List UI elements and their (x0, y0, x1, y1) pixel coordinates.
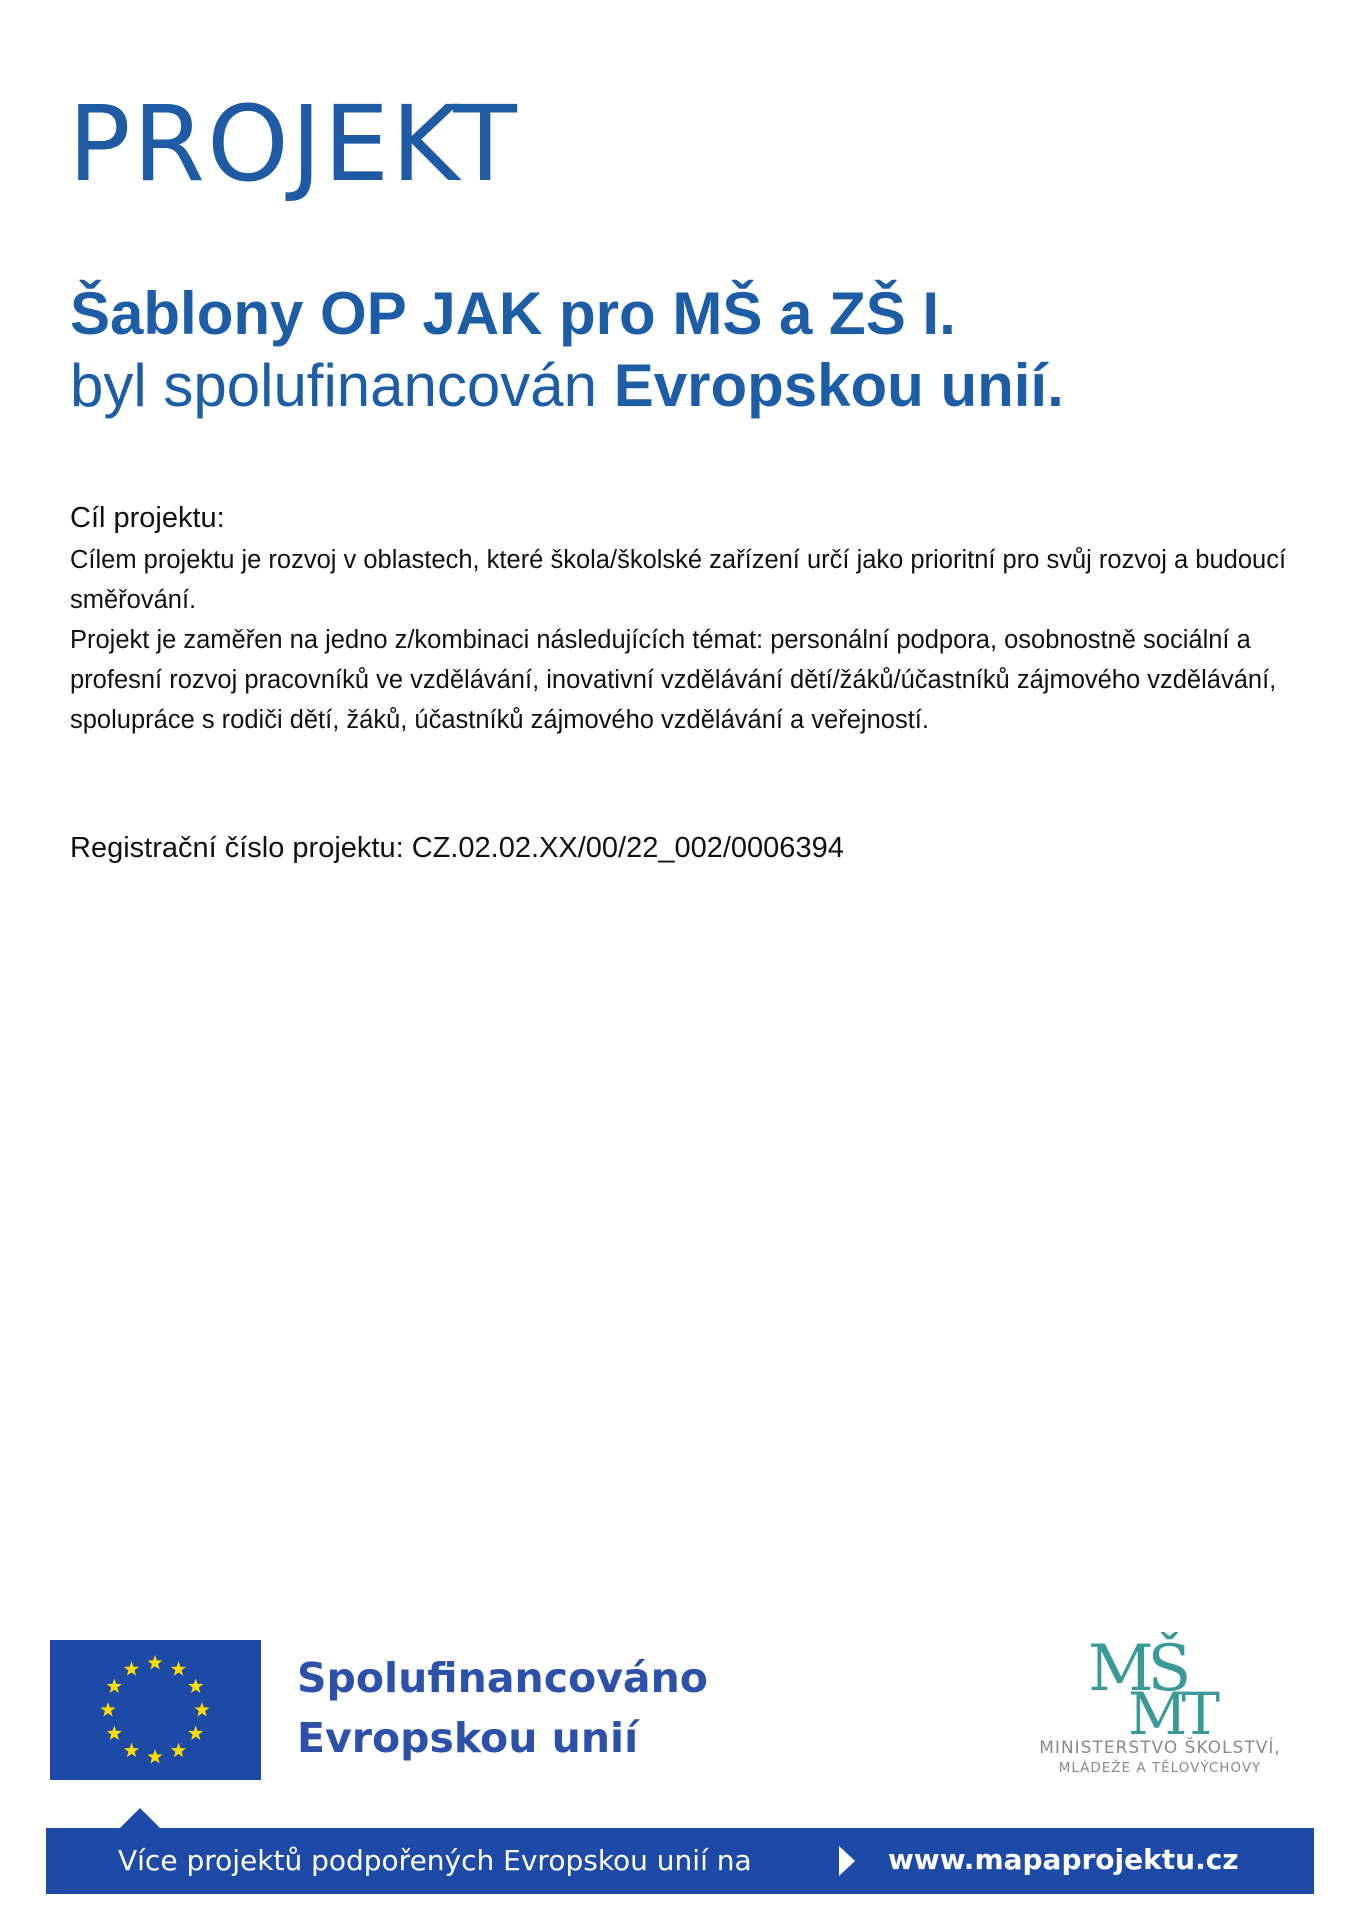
msmt-logo (1000, 1632, 1320, 1782)
registration-number: Registrační číslo projektu: CZ.02.02.XX/00/22_002/0006394 (70, 832, 844, 864)
cofinanced-eu: Evropskou unií. (613, 352, 1064, 419)
eu-line-2: Evropskou unií (297, 1714, 639, 1762)
msmt-name-line-2: MLÁDEŽE A TĚLOVÝCHOVY (1058, 1760, 1262, 1776)
banner-notch (120, 1808, 160, 1828)
play-arrow-icon (839, 1846, 855, 1876)
banner-url-link[interactable]: www.mapaprojektu.cz (888, 1843, 1239, 1876)
msmt-name-line-1: MINISTERSTVO ŠKOLSTVÍ, (1039, 1738, 1281, 1758)
msmt-logo-icon (1000, 1632, 1320, 1736)
svg-text:MT: MT (1128, 1680, 1215, 1736)
project-goal (70, 496, 1290, 740)
project-title (70, 278, 1064, 422)
goal-paragraph-2: Projekt je zaměřen na jedno z/kombinaci následujících témat: personální podpora, osobnostně sociální a profesní rozvoj pracovníků ve vzdělávání, inovativní vzdělávání dětí/žáků/účastníků zájmového vzdělávání, spolupráce s rodiči dětí, žáků, účastníků zájmového vzdělávání a veřejností. (70, 626, 1277, 734)
svg-text:MŠ: MŠ (1088, 1632, 1186, 1706)
cofinanced-statement (70, 350, 1064, 422)
heading-projekt: PROJEKT (68, 83, 519, 205)
cofinanced-prefix: byl spolufinancován (70, 352, 598, 419)
eu-cofinanced-label (297, 1648, 708, 1768)
goal-label: Cíl projektu: (70, 502, 225, 534)
eu-flag-icon (50, 1640, 261, 1780)
project-name: Šablony OP JAK pro MŠ a ZŠ I. (70, 280, 956, 347)
mapaprojektu-banner[interactable] (46, 1828, 1314, 1894)
banner-text: Více projektů podpořených Evropskou unií na (118, 1844, 752, 1877)
goal-paragraph-1: Cílem projektu je rozvoj v oblastech, které škola/školské zařízení určí jako prioritní pro svůj rozvoj a budoucí směřování. (70, 546, 1287, 614)
eu-line-1: Spolufinancováno (297, 1654, 708, 1702)
